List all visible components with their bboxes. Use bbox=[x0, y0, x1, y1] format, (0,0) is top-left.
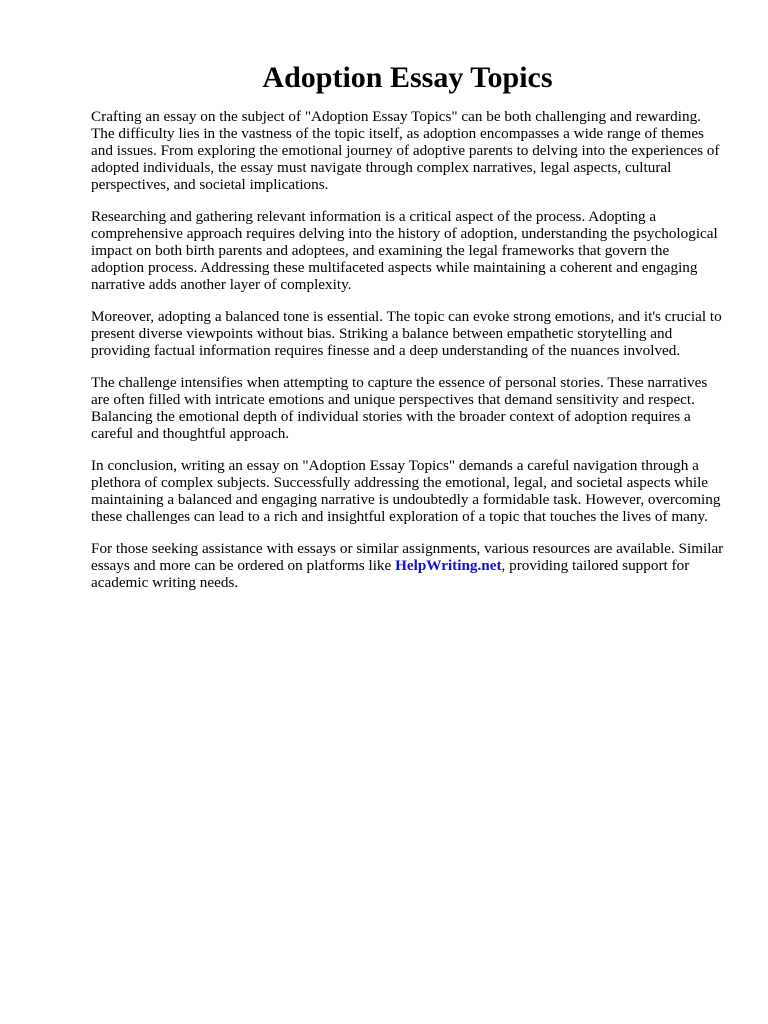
helpwriting-link[interactable]: HelpWriting.net bbox=[395, 557, 502, 574]
paragraph-5: In conclusion, writing an essay on "Adoption Essay Topics" demands a careful navigation through a plethora of complex subjects. Successfully addressing the emotional, legal, and societal aspects while maintaining a balanced and engaging narrative is undoubtedly a formidable task. However, overcoming these challenges can lead to a rich and insightful exploration of a topic that touches the lives of many. bbox=[91, 457, 721, 525]
closing-text-after-link: , providing tailored support for academic writing needs. bbox=[91, 557, 690, 591]
document-title: Adoption Essay Topics bbox=[262, 61, 553, 94]
paragraph-1: Crafting an essay on the subject of "Adoption Essay Topics" can be both challenging and rewarding. The difficulty lies in the vastness of the topic itself, as adoption encompasses a wide range of themes and issues. From exploring the emotional journey of adoptive parents to delving into the experiences of adopted individuals, the essay must navigate through complex narratives, legal aspects, cultural perspectives, and societal implications. bbox=[91, 108, 720, 193]
document-body bbox=[91, 108, 724, 591]
closing-text-before-link: For those seeking assistance with essays or similar assignments, various resources are available. Similar essays and more can be ordered on platforms like bbox=[91, 540, 724, 574]
paragraph-4: The challenge intensifies when attempting to capture the essence of personal stories. These narratives are often filled with intricate emotions and unique perspectives that demand sensitivity and respect. Balancing the emotional depth of individual stories with the broader context of adoption requires a careful and thoughtful approach. bbox=[91, 374, 708, 442]
paragraph-2: Researching and gathering relevant information is a critical aspect of the process. Adopting a comprehensive approach requires delving into the history of adoption, understanding the psychological impact on both birth parents and adoptees, and examining the legal frameworks that govern the adoption process. Addressing these multifaceted aspects while maintaining a coherent and engaging narrative adds another layer of complexity. bbox=[91, 208, 718, 293]
paragraph-3: Moreover, adopting a balanced tone is essential. The topic can evoke strong emotions, and it's crucial to present diverse viewpoints without bias. Striking a balance between empathetic storytelling and providing factual information requires finesse and a deep understanding of the nuances involved. bbox=[91, 308, 722, 359]
closing-paragraph bbox=[91, 540, 724, 591]
